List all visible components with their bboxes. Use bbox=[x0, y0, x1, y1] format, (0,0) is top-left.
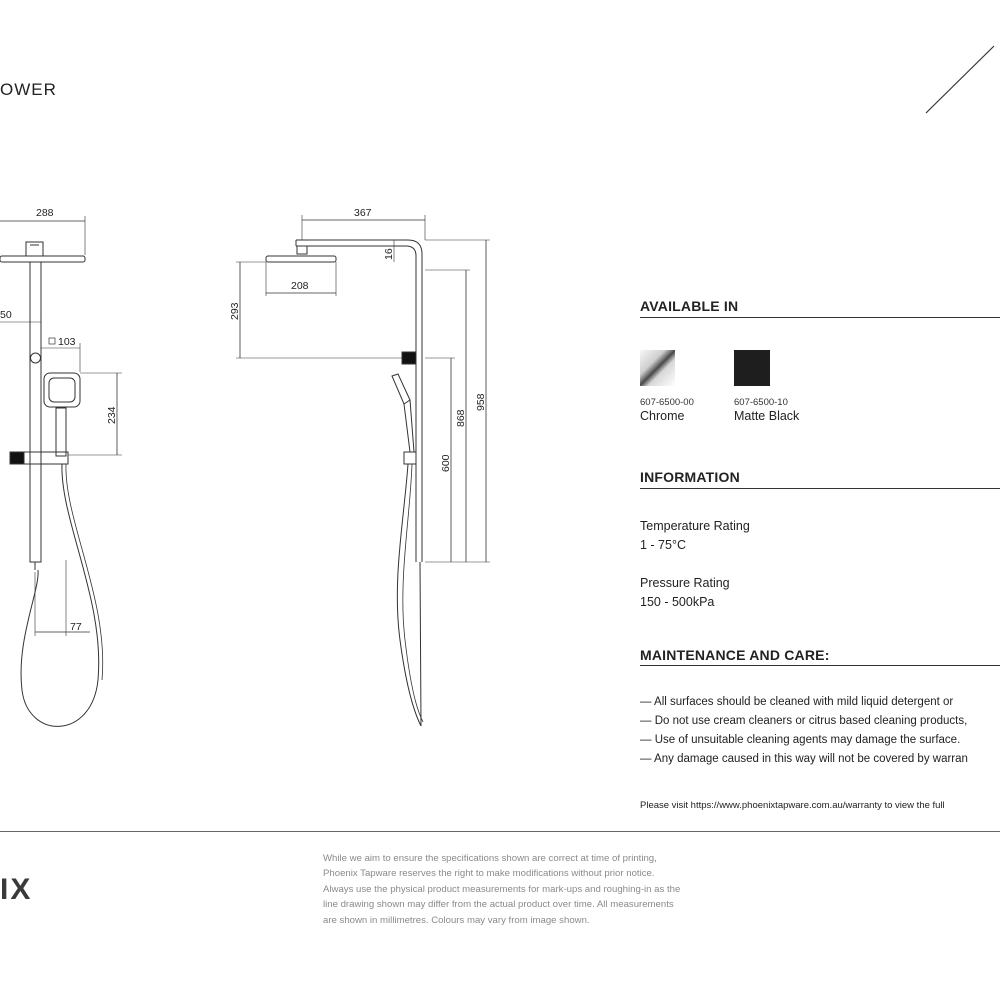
disclaimer-line: Always use the physical product measurements for mark-ups and roughing-in as the bbox=[323, 883, 681, 895]
dim-label: 208 bbox=[291, 280, 309, 292]
dim-label: 600 bbox=[440, 454, 452, 472]
finish-code: 607-6500-00 bbox=[640, 397, 694, 408]
temperature-label: Temperature Rating bbox=[640, 519, 750, 533]
dim-label: 367 bbox=[354, 207, 372, 219]
dim-label: 16 bbox=[383, 248, 395, 260]
finish-name: Matte Black bbox=[734, 409, 800, 423]
dim-label: 958 bbox=[475, 393, 487, 411]
dim-label: 288 bbox=[36, 207, 54, 219]
disclaimer-line: are shown in millimetres. Colours may vary from image shown. bbox=[323, 914, 590, 926]
chrome-swatch bbox=[640, 350, 675, 386]
pressure-value: 150 - 500kPa bbox=[640, 595, 715, 609]
maintenance-item: — Any damage caused in this way will not be covered by warran bbox=[640, 753, 968, 765]
page-title: OWER bbox=[0, 80, 57, 99]
maintenance-item: — Use of unsuitable cleaning agents may damage the surface. bbox=[640, 734, 961, 746]
footer-divider bbox=[0, 831, 1000, 832]
maintenance-heading: MAINTENANCE AND CARE: bbox=[640, 647, 830, 663]
warranty-note: Please visit https://www.phoenixtapware.com.au/warranty to view the full bbox=[640, 800, 945, 811]
front-view bbox=[0, 216, 122, 726]
decorative-diagonal-line bbox=[920, 40, 1000, 120]
finish-name: Chrome bbox=[640, 409, 685, 423]
divider bbox=[640, 665, 1000, 666]
disclaimer bbox=[323, 851, 753, 928]
pressure-label: Pressure Rating bbox=[640, 576, 730, 590]
information-heading: INFORMATION bbox=[640, 469, 740, 485]
dim-label: 77 bbox=[70, 621, 82, 633]
dim-label: 868 bbox=[455, 409, 467, 427]
disclaimer-line: line drawing shown may differ from the actual product over time. All measurements bbox=[323, 899, 674, 911]
maintenance-item: — Do not use cream cleaners or citrus based cleaning products, bbox=[640, 715, 968, 727]
dim-label: 103 bbox=[58, 336, 76, 348]
technical-drawing bbox=[0, 200, 510, 740]
dim-label: 50 bbox=[0, 309, 12, 321]
temperature-value: 1 - 75°C bbox=[640, 538, 686, 552]
dim-label: 293 bbox=[229, 302, 241, 320]
disclaimer-line: Phoenix Tapware reserves the right to make modifications without prior notice. bbox=[323, 868, 655, 880]
disclaimer-line: While we aim to ensure the specifications shown are correct at time of printing, bbox=[323, 853, 657, 864]
maintenance-item: — All surfaces should be cleaned with mild liquid detergent or bbox=[640, 696, 954, 708]
brand-logo: IX bbox=[0, 873, 33, 906]
available-heading: AVAILABLE IN bbox=[640, 298, 739, 314]
divider bbox=[640, 317, 1000, 318]
divider bbox=[640, 488, 1000, 489]
dim-label: 234 bbox=[106, 406, 118, 424]
matte-black-swatch bbox=[734, 350, 770, 386]
finish-code: 607-6500-10 bbox=[734, 397, 788, 408]
